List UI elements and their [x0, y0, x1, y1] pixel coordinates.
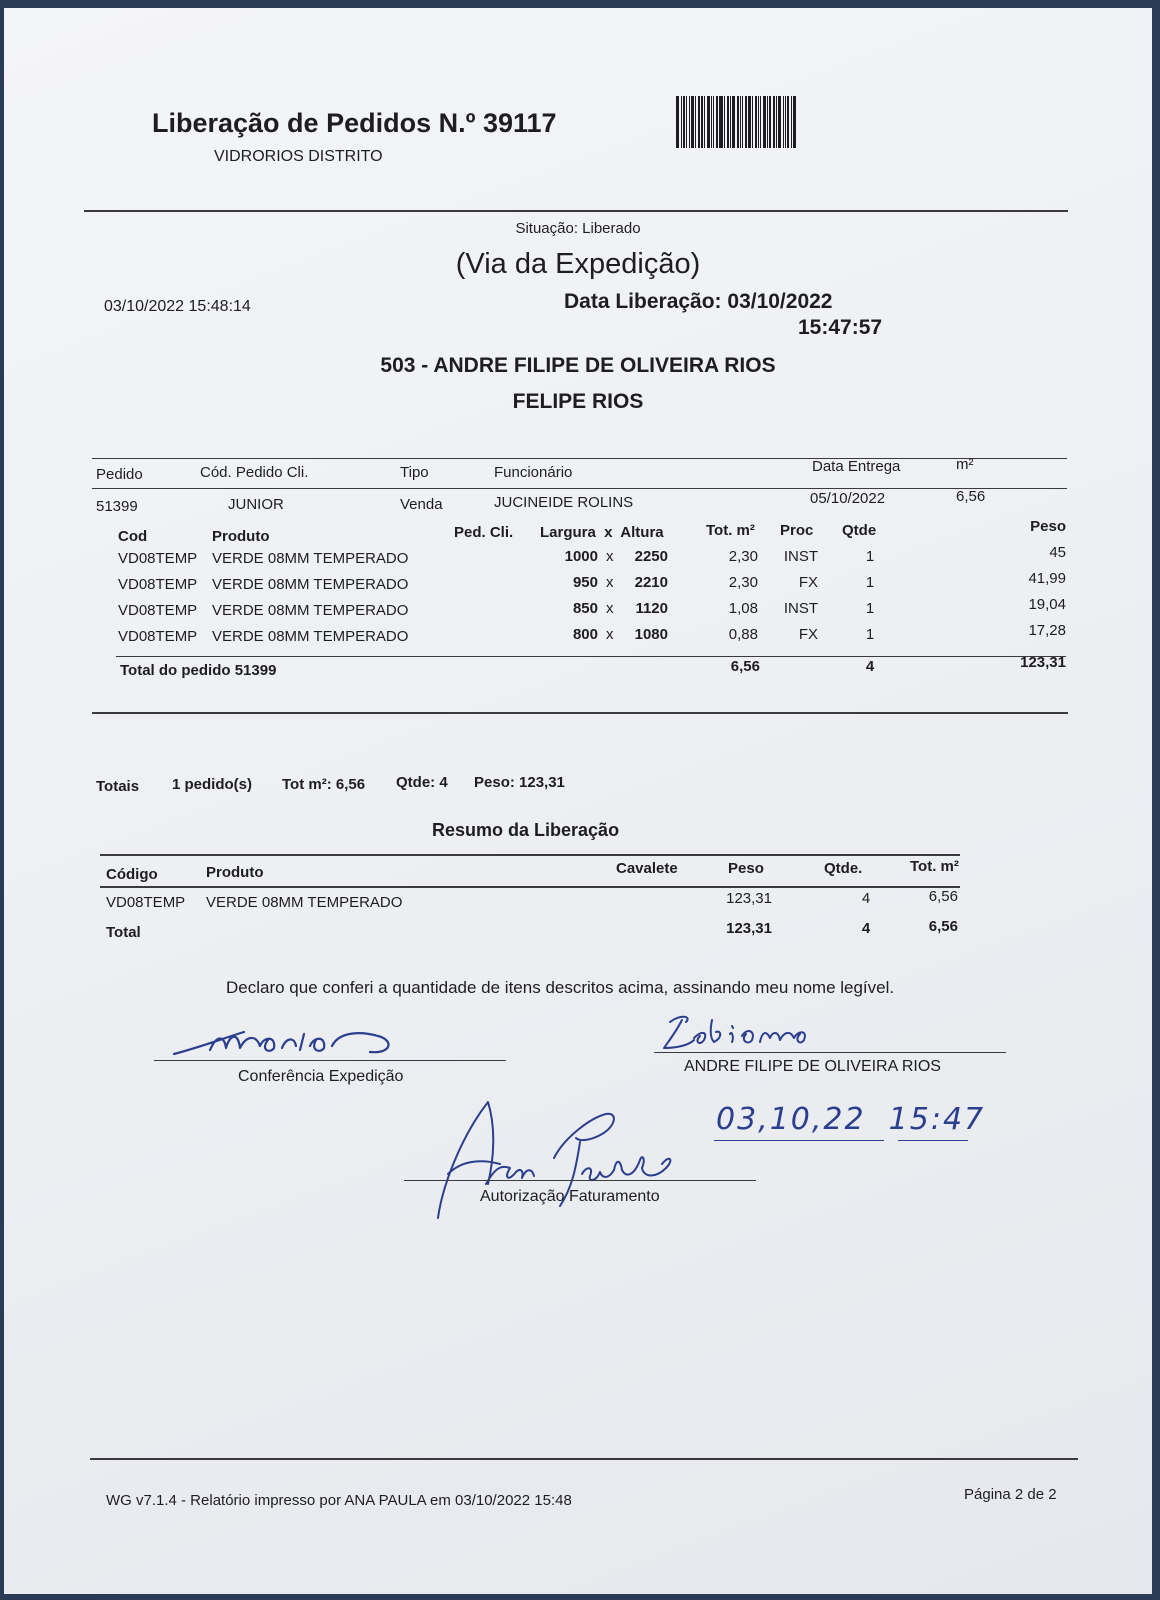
item-produto: VERDE 08MM TEMPERADO [212, 576, 409, 593]
pedido-m2: 6,56 [956, 488, 986, 505]
totais-peso: Peso: 123,31 [474, 774, 565, 791]
barcode-bar [773, 96, 775, 148]
document-title: Liberação de Pedidos N.º 39117 [152, 108, 557, 138]
barcode-bar [686, 96, 687, 148]
item-produto: VERDE 08MM TEMPERADO [212, 550, 409, 567]
declaracao-text: Declaro que conferi a quantidade de itens descritos acima, assinando meu nome legível. [226, 978, 895, 997]
printed-datetime: 03/10/2022 15:48:14 [104, 298, 251, 315]
barcode-bar [742, 96, 743, 148]
item-proc: FX [798, 626, 818, 643]
barcode-bar [785, 96, 786, 148]
resumo-row-tot-m2: 6,56 [928, 888, 958, 905]
item-tot-m2: 2,30 [728, 548, 758, 565]
resumo-row-codigo: VD08TEMP [106, 894, 186, 911]
cliente-apelido: FELIPE RIOS [512, 390, 644, 413]
resumo-total-label: Total [106, 924, 141, 941]
barcode-bar [767, 96, 768, 148]
handwritten-time-underline [898, 1140, 968, 1141]
item-tot-m2: 0,88 [728, 626, 758, 643]
via-label: (Via da Expedição) [455, 248, 701, 280]
items-col-peso: Peso [1030, 518, 1066, 535]
document-page [4, 8, 1152, 1594]
item-cod: VD08TEMP [118, 602, 198, 619]
totais-qtde: Qtde: 4 [396, 774, 448, 791]
items-col-largura-altura: Largura x Altura [540, 524, 664, 541]
item-x: x [606, 574, 614, 591]
barcode-bar [730, 96, 731, 148]
items-total-rule [116, 656, 1066, 657]
cliente-line [654, 1052, 1006, 1053]
footer-rule [90, 1458, 1078, 1460]
barcode-bar [778, 96, 781, 148]
barcode-bar [681, 96, 682, 148]
items-col-cod: Cod [118, 528, 148, 545]
resumo-col-produto: Produto [206, 864, 264, 881]
item-x: x [606, 600, 614, 617]
barcode-bar [716, 96, 718, 148]
items-col-tot-m2: Tot. m² [706, 522, 755, 539]
item-proc: FX [798, 574, 818, 591]
resumo-col-codigo: Código [106, 866, 158, 883]
item-tot-m2: 2,30 [728, 574, 758, 591]
pedido-header-rule [92, 488, 1067, 489]
barcode-bar [752, 96, 753, 148]
conferencia-line [154, 1060, 506, 1061]
item-peso: 45 [1049, 544, 1066, 561]
cliente-signature [660, 1008, 860, 1056]
barcode [676, 96, 852, 148]
items-col-produto: Produto [212, 528, 270, 545]
barcode-bar [683, 96, 685, 148]
barcode-bar [695, 96, 696, 148]
autorizacao-line [404, 1180, 756, 1181]
resumo-row-produto: VERDE 08MM TEMPERADO [206, 894, 403, 911]
item-peso: 41,99 [1028, 570, 1066, 587]
pedido-numero: 51399 [96, 498, 138, 515]
barcode-bar [707, 96, 710, 148]
col-pedido: Pedido [96, 466, 143, 483]
item-proc: INST [783, 548, 818, 565]
item-altura: 2250 [634, 548, 668, 565]
pedido-total-m2: 6,56 [730, 658, 760, 675]
barcode-bar [732, 96, 735, 148]
barcode-bar [689, 96, 690, 148]
col-m2: m² [956, 456, 974, 473]
item-altura: 1120 [635, 600, 668, 617]
barcode-bar [719, 96, 723, 148]
item-qtde: 1 [865, 626, 875, 643]
item-qtde: 1 [865, 600, 875, 617]
pedido-top-rule [92, 458, 1067, 459]
barcode-bar [776, 96, 777, 148]
barcode-bar [698, 96, 700, 148]
barcode-bar [745, 96, 747, 148]
barcode-bar [755, 96, 757, 148]
barcode-bar [740, 96, 741, 148]
barcode-bar [724, 96, 725, 148]
situacao: Situação: Liberado [515, 220, 641, 237]
barcode-bar [676, 96, 679, 148]
item-proc: INST [783, 600, 818, 617]
autorizacao-signature [430, 1098, 710, 1228]
barcode-bar [760, 96, 761, 148]
handwritten-date-underline [714, 1140, 884, 1141]
col-cod-pedido-cli: Cód. Pedido Cli. [200, 464, 309, 481]
item-qtde: 1 [865, 574, 875, 591]
pedido-total-peso: 123,31 [1020, 654, 1066, 671]
barcode-bar [769, 96, 771, 148]
pedido-total-qtde: 4 [865, 658, 875, 675]
item-largura: 800 [572, 626, 598, 643]
barcode-bar [737, 96, 739, 148]
handwritten-date: 03,10,22 15:47 [716, 1102, 986, 1137]
barcode-bar [793, 96, 796, 148]
resumo-col-tot-m2: Tot. m² [910, 858, 959, 875]
item-largura: 950 [572, 574, 598, 591]
barcode-bar [791, 96, 792, 148]
barcode-bar [783, 96, 784, 148]
resumo-col-cavalete: Cavalete [616, 860, 678, 877]
totais-pedidos: 1 pedido(s) [172, 776, 253, 793]
barcode-bar [758, 96, 759, 148]
barcode-bar [713, 96, 714, 148]
item-x: x [606, 626, 614, 643]
autorizacao-label: Autorização Faturamento [480, 1188, 660, 1205]
barcode-bar [691, 96, 694, 148]
items-col-ped-cli: Ped. Cli. [454, 524, 514, 541]
item-peso: 17,28 [1028, 622, 1066, 639]
item-x: x [606, 548, 614, 565]
items-col-qtde: Qtde [842, 522, 877, 539]
resumo-total-tot-m2: 6,56 [928, 918, 958, 935]
item-cod: VD08TEMP [118, 576, 198, 593]
col-tipo: Tipo [400, 464, 429, 481]
pedido-funcionario: JUCINEIDE ROLINS [494, 494, 634, 511]
totais-m2: Tot m²: 6,56 [282, 776, 366, 793]
pedido-bottom-rule [92, 712, 1068, 714]
footer-printed-by: WG v7.1.4 - Relatório impresso por ANA PAULA em 03/10/2022 15:48 [106, 1492, 572, 1509]
data-liberacao: Data Liberação: 03/10/2022 [564, 290, 833, 313]
barcode-bar [748, 96, 751, 148]
resumo-title: Resumo da Liberação [432, 820, 620, 840]
pedido-data-entrega: 05/10/2022 [810, 490, 886, 507]
cliente-signature-label: ANDRE FILIPE DE OLIVEIRA RIOS [684, 1058, 941, 1075]
conferencia-label: Conferência Expedição [238, 1068, 404, 1085]
resumo-col-qtde: Qtde. [824, 860, 863, 877]
resumo-total-peso: 123,31 [726, 920, 772, 937]
barcode-bar [704, 96, 705, 148]
items-col-proc: Proc [780, 522, 814, 539]
item-tot-m2: 1,08 [728, 600, 758, 617]
resumo-header-rule [100, 886, 960, 888]
item-largura: 1000 [564, 548, 598, 565]
item-qtde: 1 [865, 548, 875, 565]
data-liberacao-time: 15:47:57 [798, 316, 883, 339]
pedido-cod-cli: JUNIOR [228, 496, 284, 513]
item-cod: VD08TEMP [118, 550, 198, 567]
resumo-total-qtde: 4 [861, 920, 871, 937]
barcode-bar [727, 96, 729, 148]
item-largura: 850 [572, 600, 598, 617]
barcode-bar [763, 96, 766, 148]
barcode-bar [787, 96, 789, 148]
item-produto: VERDE 08MM TEMPERADO [212, 628, 409, 645]
item-peso: 19,04 [1028, 596, 1066, 613]
item-altura: 1080 [634, 626, 668, 643]
pedido-total-label: Total do pedido 51399 [120, 662, 277, 679]
header-rule [84, 210, 1068, 212]
company-name: VIDRORIOS DISTRITO [214, 148, 383, 165]
item-cod: VD08TEMP [118, 628, 198, 645]
barcode-bar [711, 96, 712, 148]
totais-label: Totais [96, 778, 140, 795]
col-funcionario: Funcionário [494, 464, 573, 481]
resumo-row-peso: 123,31 [726, 890, 772, 907]
resumo-row-qtde: 4 [861, 890, 871, 907]
barcode-bar [701, 96, 703, 148]
cliente-name: 503 - ANDRE FILIPE DE OLIVEIRA RIOS [380, 354, 776, 377]
resumo-top-rule [100, 854, 960, 856]
item-altura: 2210 [634, 574, 668, 591]
pedido-tipo: Venda [400, 496, 443, 513]
footer-page-number: Página 2 de 2 [964, 1486, 1057, 1503]
resumo-col-peso: Peso [728, 860, 764, 877]
item-produto: VERDE 08MM TEMPERADO [212, 602, 409, 619]
col-data-entrega: Data Entrega [812, 458, 901, 475]
